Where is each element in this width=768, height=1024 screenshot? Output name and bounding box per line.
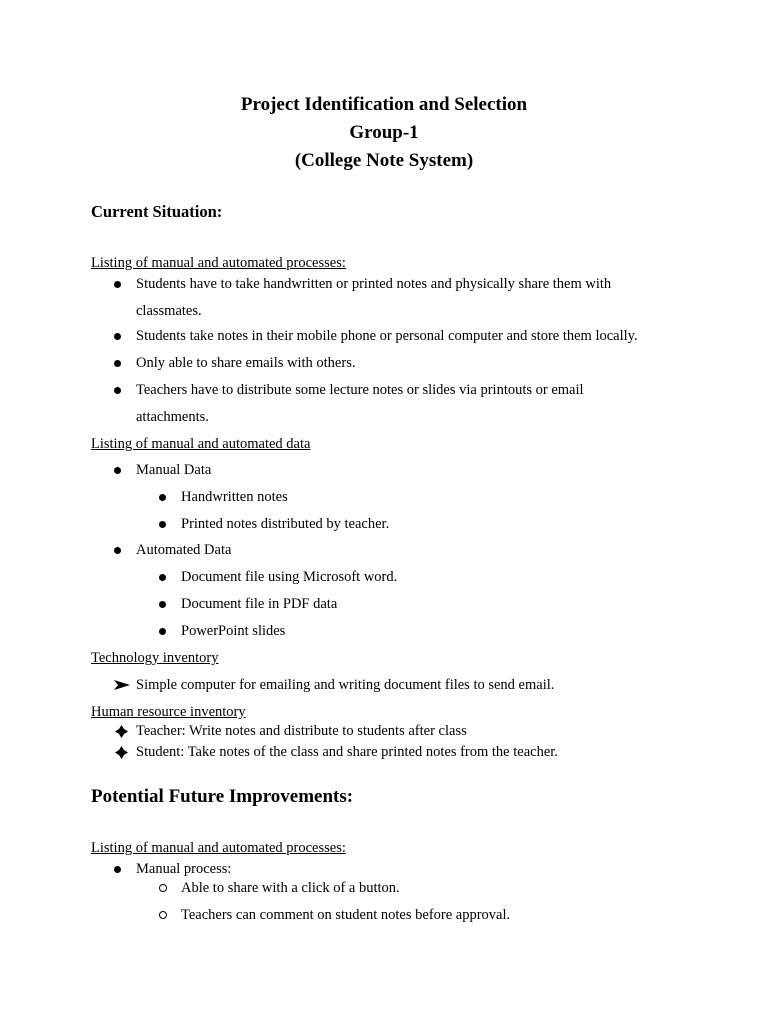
project-name: (College Note System) <box>294 150 474 171</box>
bullet-icon <box>159 601 166 608</box>
current-data-label: Listing of manual and automated data <box>91 436 311 452</box>
list-item: PowerPoint slides <box>181 623 286 639</box>
bullet-icon <box>159 521 166 528</box>
current-processes-label: Listing of manual and automated processes: <box>91 255 346 271</box>
list-item: Able to share with a click of a button. <box>181 880 400 896</box>
bullet-icon <box>114 467 121 474</box>
bullet-icon <box>114 866 121 873</box>
future-improvements-heading: Potential Future Improvements: <box>91 786 354 807</box>
list-item: Teachers can comment on student notes before approval. <box>181 907 511 923</box>
list-item: Teachers have to distribute some lecture notes or slides via printouts or email <box>136 382 584 398</box>
future-processes-label: Listing of manual and automated processes: <box>91 840 346 856</box>
list-item: Manual Data <box>136 462 212 478</box>
bullet-icon <box>114 547 121 554</box>
diamond-bullet-icon <box>115 725 128 738</box>
list-item: Students have to take handwritten or printed notes and physically share them with <box>136 276 612 292</box>
bullet-icon <box>114 333 121 340</box>
bullet-icon <box>159 494 166 501</box>
list-item: Only able to share emails with others. <box>136 355 356 371</box>
hollow-bullet-icon <box>159 911 167 919</box>
list-item: Students take notes in their mobile phone or personal computer and store them locally. <box>136 328 638 344</box>
bullet-icon <box>159 628 166 635</box>
technology-inventory-label: Technology inventory <box>91 650 219 666</box>
document-title: Project Identification and Selection <box>240 94 528 115</box>
list-item: Printed notes distributed by teacher. <box>181 516 390 532</box>
diamond-bullet-icon <box>115 746 128 759</box>
list-item: Document file in PDF data <box>181 596 338 612</box>
list-item: Handwritten notes <box>181 489 288 505</box>
bullet-icon <box>114 387 121 394</box>
list-item-continuation: classmates. <box>136 303 202 319</box>
list-item: Document file using Microsoft word. <box>181 569 398 585</box>
bullet-icon <box>114 360 121 367</box>
list-item-continuation: attachments. <box>136 409 209 425</box>
bullet-icon <box>114 281 121 288</box>
list-item: Teacher: Write notes and distribute to students after class <box>136 723 467 739</box>
list-item: Simple computer for emailing and writing document files to send email. <box>136 677 555 693</box>
list-item: Manual process: <box>136 861 232 877</box>
list-item: Student: Take notes of the class and share printed notes from the teacher. <box>136 744 558 760</box>
current-situation-heading: Current Situation: <box>91 202 223 221</box>
arrowhead-icon <box>114 680 130 690</box>
list-item: Automated Data <box>136 542 232 558</box>
group-label: Group-1 <box>349 122 419 143</box>
human-resource-label: Human resource inventory <box>91 704 246 720</box>
hollow-bullet-icon <box>159 884 167 892</box>
bullet-icon <box>159 574 166 581</box>
